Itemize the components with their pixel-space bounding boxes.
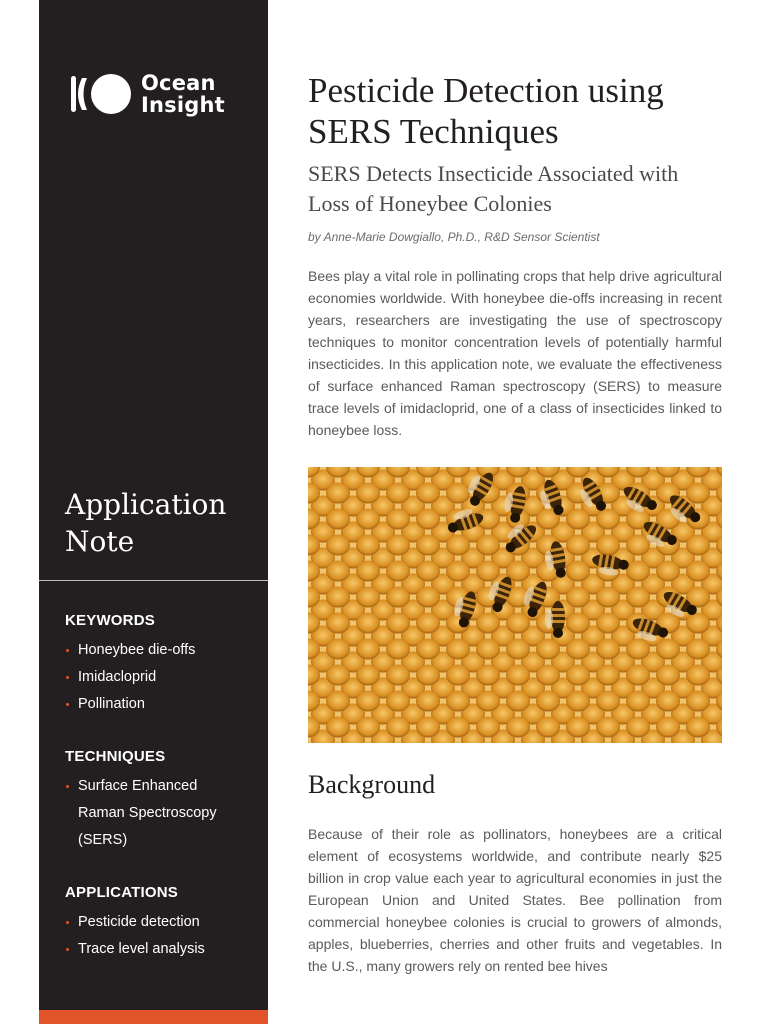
keywords-heading: KEYWORDS [65, 612, 155, 629]
keyword-item: Honeybee die-offs [65, 637, 255, 664]
technique-item-continued: Raman Spectroscopy [78, 805, 217, 821]
keywords-list [65, 637, 255, 718]
keywords-section [65, 612, 255, 718]
background-heading: Background [308, 770, 436, 799]
sidebar-divider [39, 580, 268, 581]
sidebar-accent-bar [39, 1010, 268, 1024]
application-note-label [65, 486, 255, 560]
application-item: Pesticide detection [65, 909, 255, 936]
ocean-insight-logo-icon [69, 70, 133, 118]
logo-wordmark [141, 72, 225, 116]
logo-line-2: Insight [141, 93, 225, 117]
techniques-heading: TECHNIQUES [65, 748, 166, 765]
app-note-line-2: Note [65, 525, 135, 558]
technique-item-continued: (SERS) [78, 832, 128, 848]
applications-list [65, 909, 255, 963]
techniques-section [65, 748, 255, 854]
applications-heading: APPLICATIONS [65, 884, 178, 901]
app-note-line-1: Application [65, 488, 227, 521]
author-byline: by Anne-Marie Dowgiallo, Ph.D., R&D Sensor Scientist [308, 230, 600, 244]
background-paragraph: Because of their role as pollinators, honeybees are a critical element of ecosystems worldwide, and contribute nearly $25 billion in crop value each year to agricultural economies in just the European Union and United States. Bee pollination from commercial honeybee colonies is crucial to growers of almonds, apples, blueberries, cherries and other fruits and vegetables. In the U.S., many growers rely on rented bee hives [308, 826, 722, 974]
sidebar [39, 0, 268, 1024]
page-title: Pesticide Detection using SERS Techniques [308, 71, 664, 151]
ocean-insight-logo [69, 70, 225, 118]
technique-item: Surface Enhanced [65, 773, 255, 800]
intro-paragraph: Bees play a vital role in pollinating crops that help drive agricultural economies worldwide. With honeybee die-offs increasing in recent years, researchers are investigating the use of spectroscopy techniques to monitor concentration levels of potentially harmful insecticides. In this application note, we evaluate the effectiveness of surface enhanced Raman spectroscopy (SERS) to measure trace levels of imidacloprid, one of a class of insecticides linked to honeybee loss. [308, 268, 722, 438]
honeycomb-bees-image [308, 467, 722, 743]
applications-section [65, 884, 255, 963]
application-item: Trace level analysis [65, 936, 255, 963]
keyword-item: Imidacloprid [65, 664, 255, 691]
keyword-item: Pollination [65, 691, 255, 718]
page-subtitle: SERS Detects Insecticide Associated with Loss of Honeybee Colonies [308, 161, 679, 216]
techniques-list [65, 773, 255, 854]
logo-line-1: Ocean [141, 71, 216, 95]
